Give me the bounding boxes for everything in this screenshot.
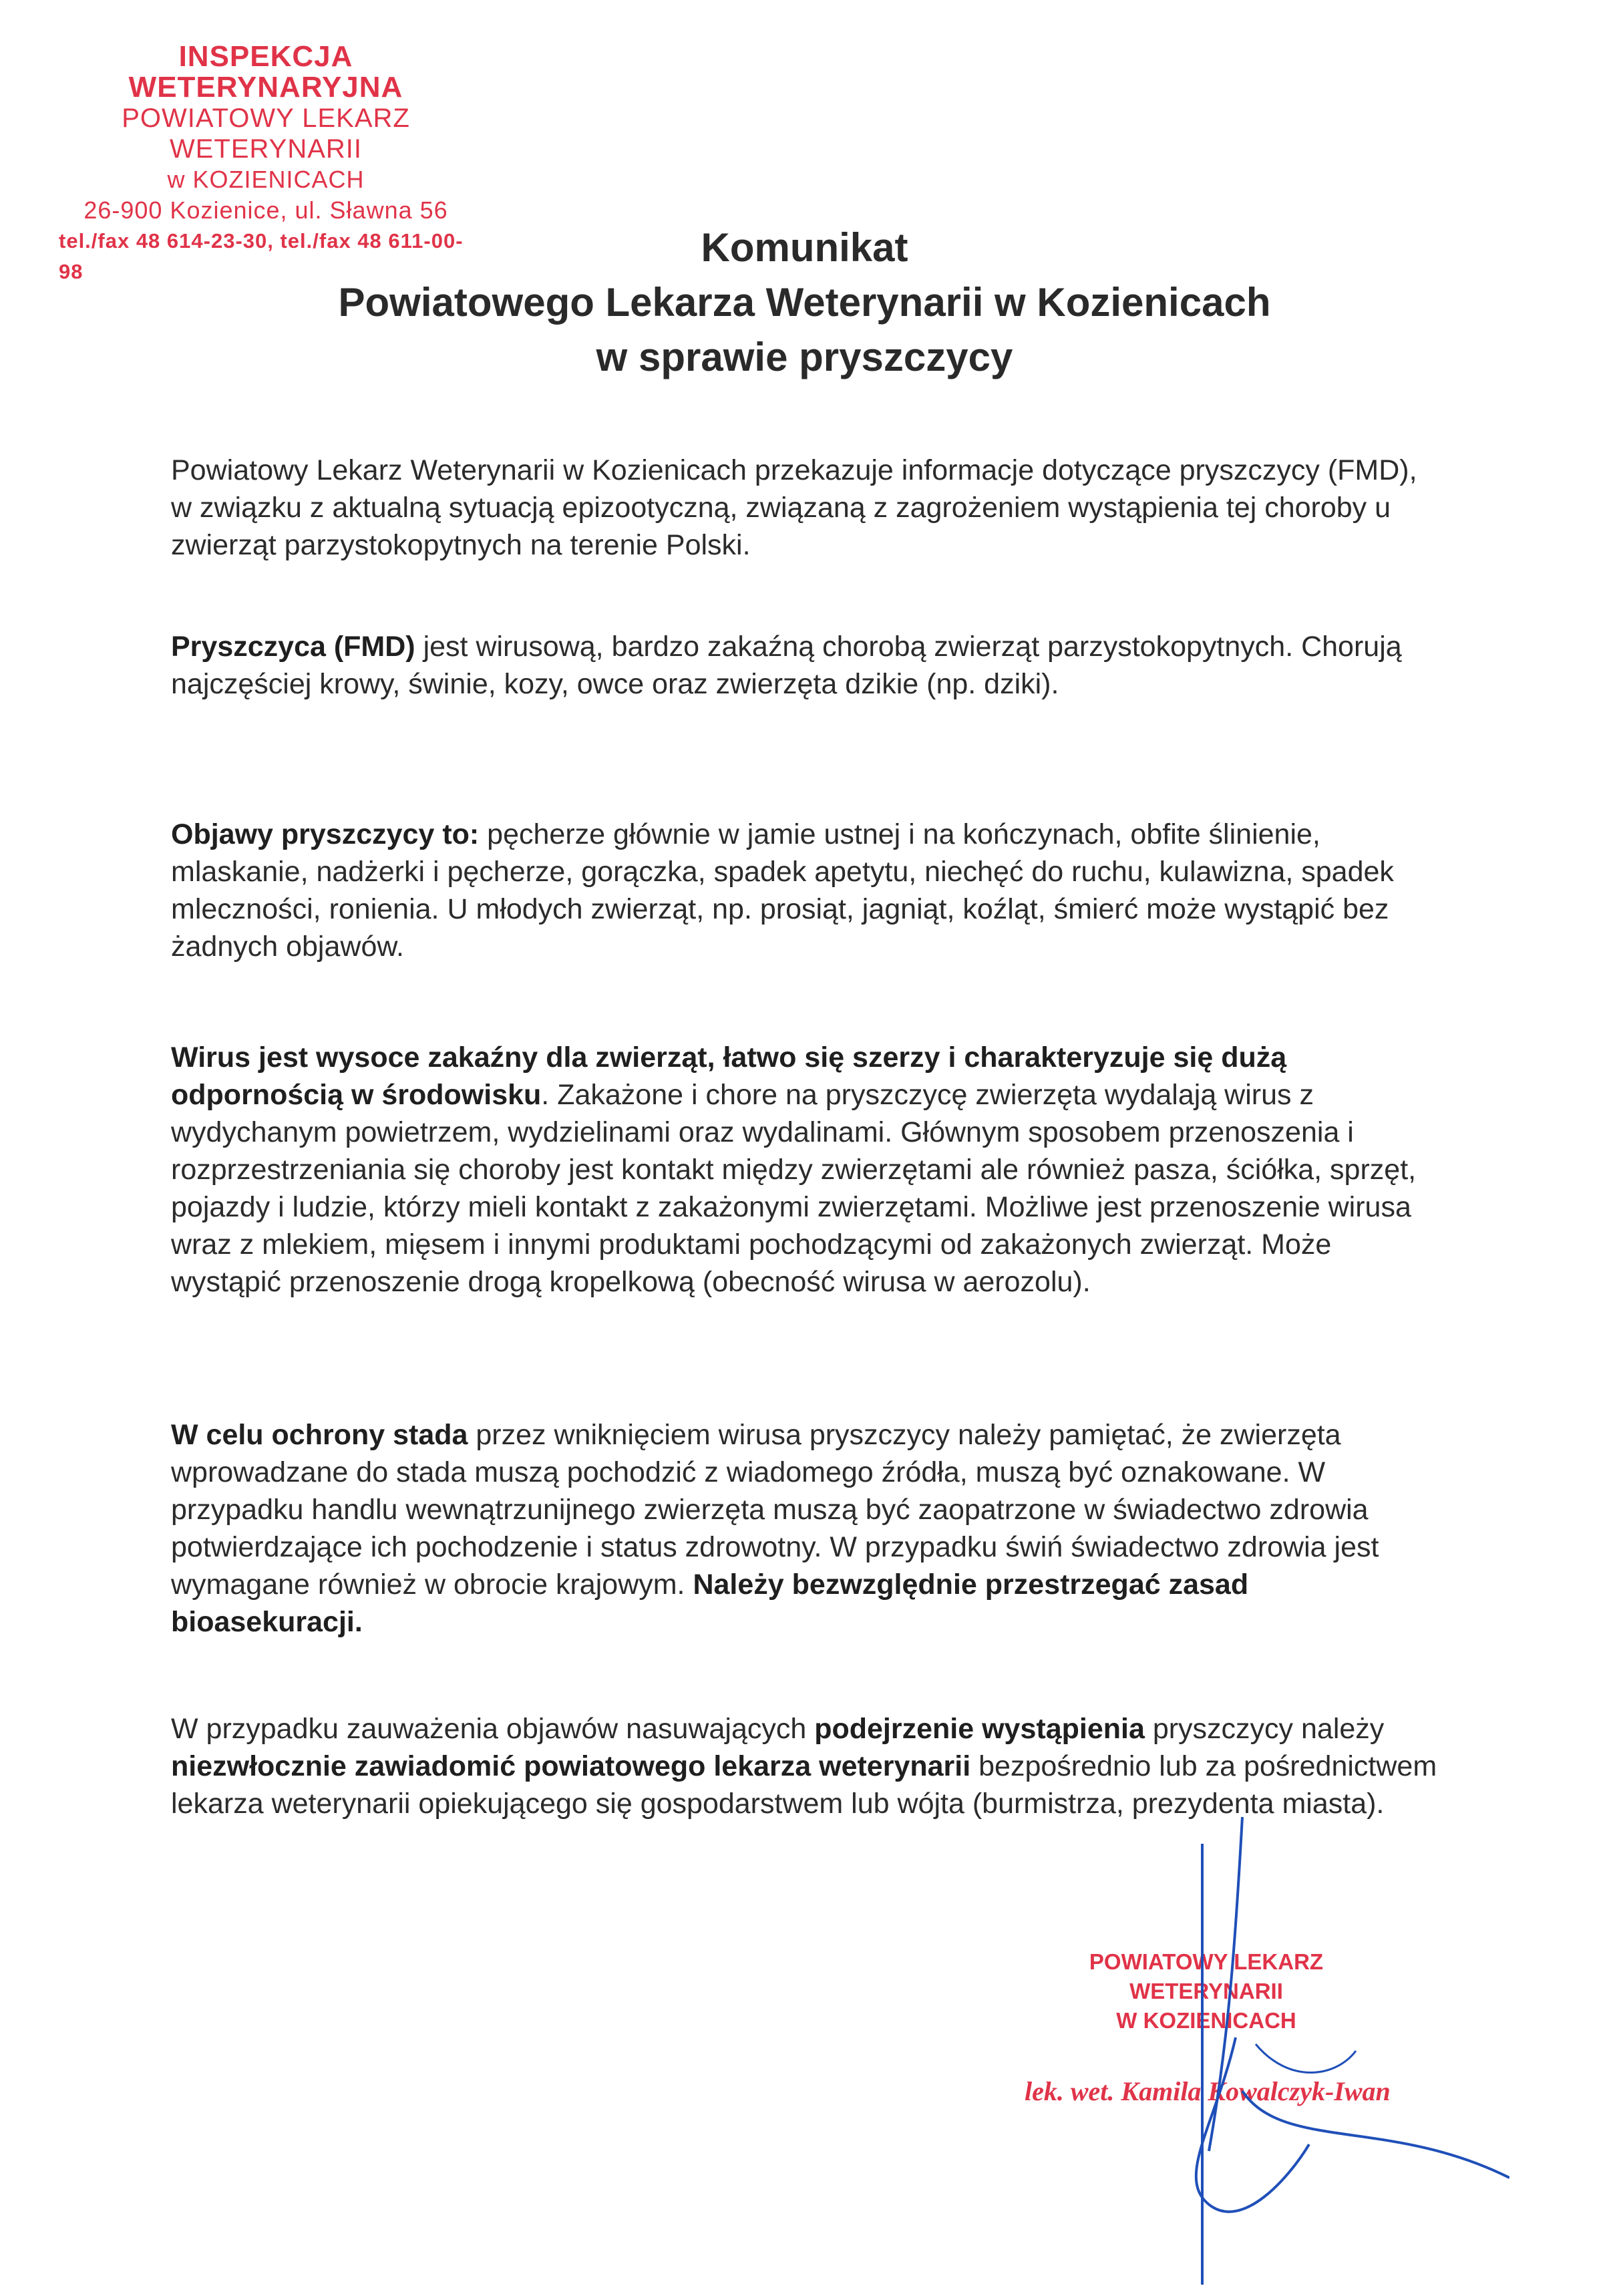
paragraph-protection (171, 1416, 1440, 1641)
transmission-text: . Zakażone i chore na pryszczycę zwierzęta wydalają wirus z wydychanym powietrzem, wydzielinami oraz wydalinami. Głównym sposobem przenoszenia i rozprzestrzeniania się choroby jest kontakt między zwierzętami ale również pasza, ściółka, sprzęt, pojazdy i ludzie, którzy mieli kontakt z zakażonymi zwierzętami. Możliwe jest przenoszenie wirusa wraz z mlekiem, mięsem i innymi produktami pochodzącymi od zakażonych zwierząt. Może wystąpić przenoszenie drogą kropelkową (obecność wirusa w aerozolu). (171, 1079, 1417, 1298)
protection-text: przez wniknięciem wirusa pryszczycy należy pamiętać, że zwierzęta wprowadzane do stada muszą pochodzić z wiadomego źródła, muszą być oznakowane. W przypadku handlu wewnątrzunijnego zwierzęta muszą być zaopatrzone w świadectwo zdrowia potwierdzające ich pochodzenie i status zdrowotny. W przypadku świń świadectwo zdrowia jest wymagane również w obrocie krajowym. (171, 1419, 1379, 1601)
notification-highlight-1: podejrzenie wystąpienia (814, 1713, 1145, 1745)
transmission-highlight: Wirus jest wysoce zakaźny dla zwierząt, łatwo się szerzy i charakteryzuje się dużą odpornością w środowisku (171, 1041, 1287, 1111)
definition-text: jest wirusową, bardzo zakaźną chorobą zwierząt parzystokopytnych. Chorują najczęściej krowy, świnie, kozy, owce oraz zwierzęta dzikie (np. dziki). (171, 631, 1402, 700)
document-title (0, 220, 1609, 385)
stamp-office-name: POWIATOWY LEKARZ WETERYNARII (122, 104, 410, 164)
title-line-1: Komunikat (701, 225, 908, 270)
notification-highlight-2: niezwłocznie zawiadomić powiatowego lekarza weterynarii (171, 1750, 971, 1782)
paragraph-transmission (171, 1039, 1440, 1301)
stamp-phone: tel./fax 48 614-23-30, tel./fax 48 611-00-98 (59, 229, 464, 283)
stamp-inspection-name: INSPEKCJA WETERYNARYJNA (128, 40, 403, 104)
definition-term: Pryszczyca (FMD) (171, 631, 415, 663)
handwritten-signature (1135, 1804, 1509, 2285)
stamp-address: 26-900 Kozienice, ul. Sławna 56 (83, 196, 448, 224)
protection-highlight: W celu ochrony stada (171, 1419, 468, 1451)
symptoms-text: pęcherze głównie w jamie ustnej i na kończynach, obfite ślinienie, mlaskanie, nadżerki i pęcherze, gorączka, spadek apetytu, niechęć do ruchu, kulawizna, spadek mleczności, ronienia. U młodych zwierząt, np. prosiąt, jagniąt, koźląt, śmierć może wystąpić bez żadnych objawów. (171, 818, 1394, 963)
paragraph-intro: Powiatowy Lekarz Weterynarii w Kozienicach przekazuje informacje dotyczące pryszczycy (FMD), w związku z aktualną sytuacją epizootyczną, związaną z zagrożeniem wystąpienia tej choroby u zwierząt parzystokopytnych na terenie Polski. (171, 454, 1417, 561)
biosecurity-highlight: Należy bezwzględnie przestrzegać zasad bioasekuracji. (171, 1569, 1249, 1638)
notification-text-c: bezpośrednio lub za pośrednictwem lekarza weterynarii opiekującego się gospodarstwem lub wójta (burmistrza, prezydenta miasta). (171, 1750, 1437, 1820)
signature-stamp-name: lek. wet. Kamila Kowalczyk-Iwan (1025, 2076, 1391, 2106)
signature-stamp-office: POWIATOWY LEKARZ WETERYNARII (1089, 1949, 1324, 2003)
title-line-3: w sprawie pryszczycy (596, 335, 1013, 379)
notification-text-b: pryszczycy należy (1144, 1713, 1385, 1745)
signature-stamp-city: W KOZIENICACH (1116, 2008, 1296, 2033)
title-line-2: Powiatowego Lekarza Weterynarii w Kozienicach (338, 280, 1271, 325)
notification-text-a: W przypadku zauważenia objawów nasuwających (171, 1713, 815, 1745)
paragraph-symptoms (171, 816, 1440, 965)
stamp-city: w KOZIENICACH (167, 166, 365, 193)
paragraph-definition (171, 628, 1440, 703)
symptoms-heading: Objawy pryszczycy to: (171, 818, 480, 850)
